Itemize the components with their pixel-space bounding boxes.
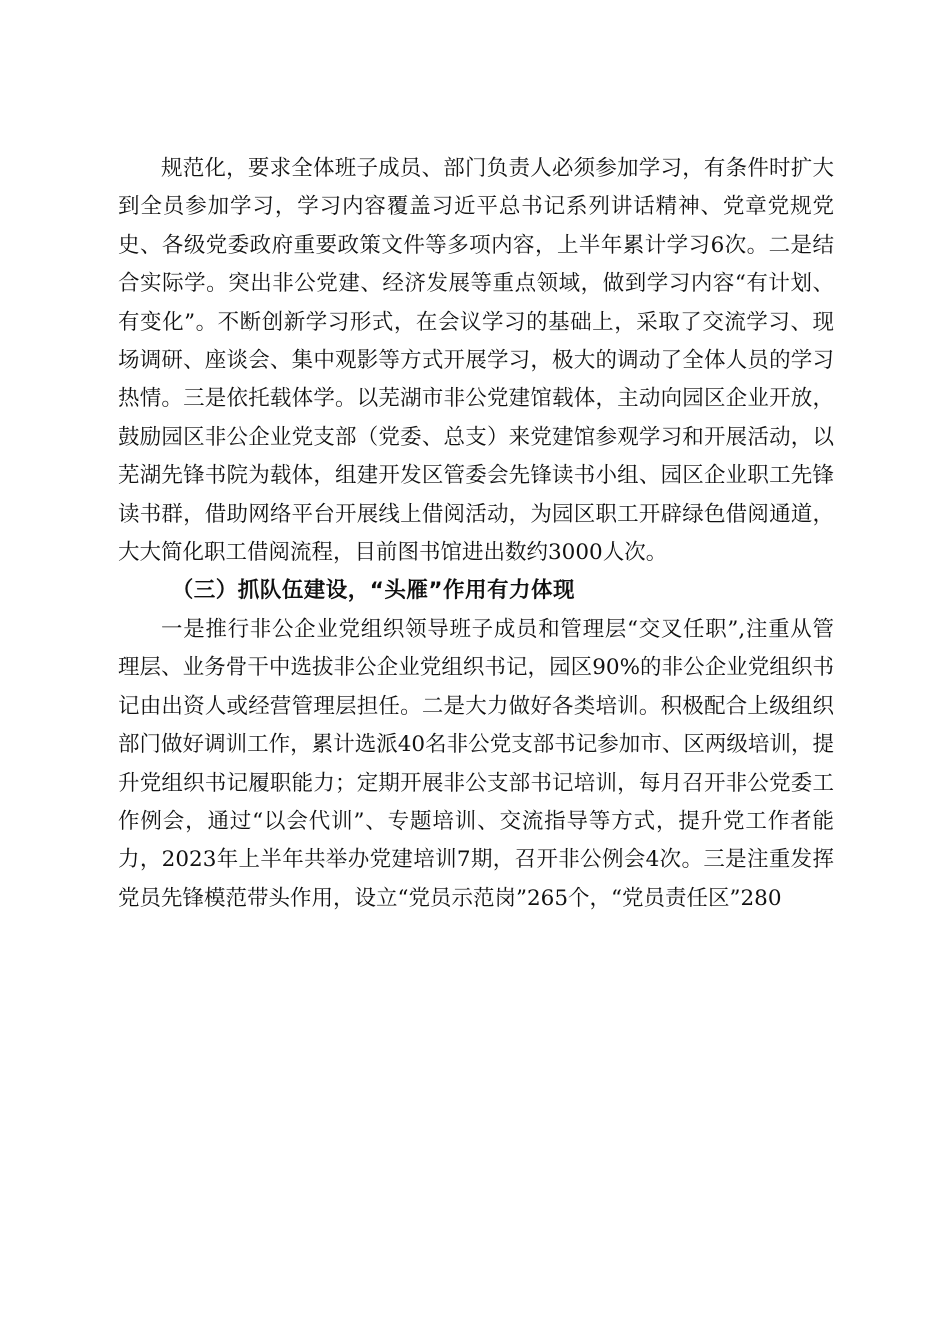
section-heading: （三）抓队伍建设，“头雁”作用有力体现 <box>171 578 576 604</box>
body-paragraph-1: 规范化，要求全体班子成员、部门负责人必须参加学习，有条件时扩大到全员参加学习，学习内容覆盖习近平总书记系列讲话精神、党章党规党史、各级党委政府重要政策文件等多项内容，上半年累计学习6次。二是结合实际学。突出非公党建、经济发展等重点领域，做到学习内容“有计划、有变化”。不断创新学习形式，在会议学习的基础上，采取了交流学习、现场调研、座谈会、集中观影等方式开展学习，极大的调动了全体人员的学习热情。三是依托载体学。以芜湖市非公党建馆载体，主动向园区企业开放，鼓励园区非公企业党支部（党委、总支）来党建馆参观学习和开展活动，以芜湖先锋书院为载体，组建开发区管委会先锋读书小组、园区企业职工先锋读书群，借助网络平台开展线上借阅活动，为园区职工开辟绿色借阅通道，大大简化职工借阅流程，目前图书馆进出数约3000人次。 <box>118 156 834 566</box>
body-paragraph-2: 一是推行非公企业党组织领导班子成员和管理层“交叉任职”,注重从管理层、业务骨干中选拔非公企业党组织书记，园区90%的非公企业党组织书记由出资人或经营管理层担任。二是大力做好各类培训。积极配合上级组织部门做好调训工作，累计选派40名非公党支部书记参加市、区两级培训，提升党组织书记履职能力；定期开展非公支部书记培训，每月召开非公党委工作例会，通过“以会代训”、专题培训、交流指导等方式，提升党工作者能力，2023年上半年共举办党建培训7期，召开非公例会4次。三是注重发挥党员先锋模范带头作用，设立“党员示范岗”265个，“党员责任区”280 <box>118 616 834 911</box>
document-body <box>118 150 834 918</box>
